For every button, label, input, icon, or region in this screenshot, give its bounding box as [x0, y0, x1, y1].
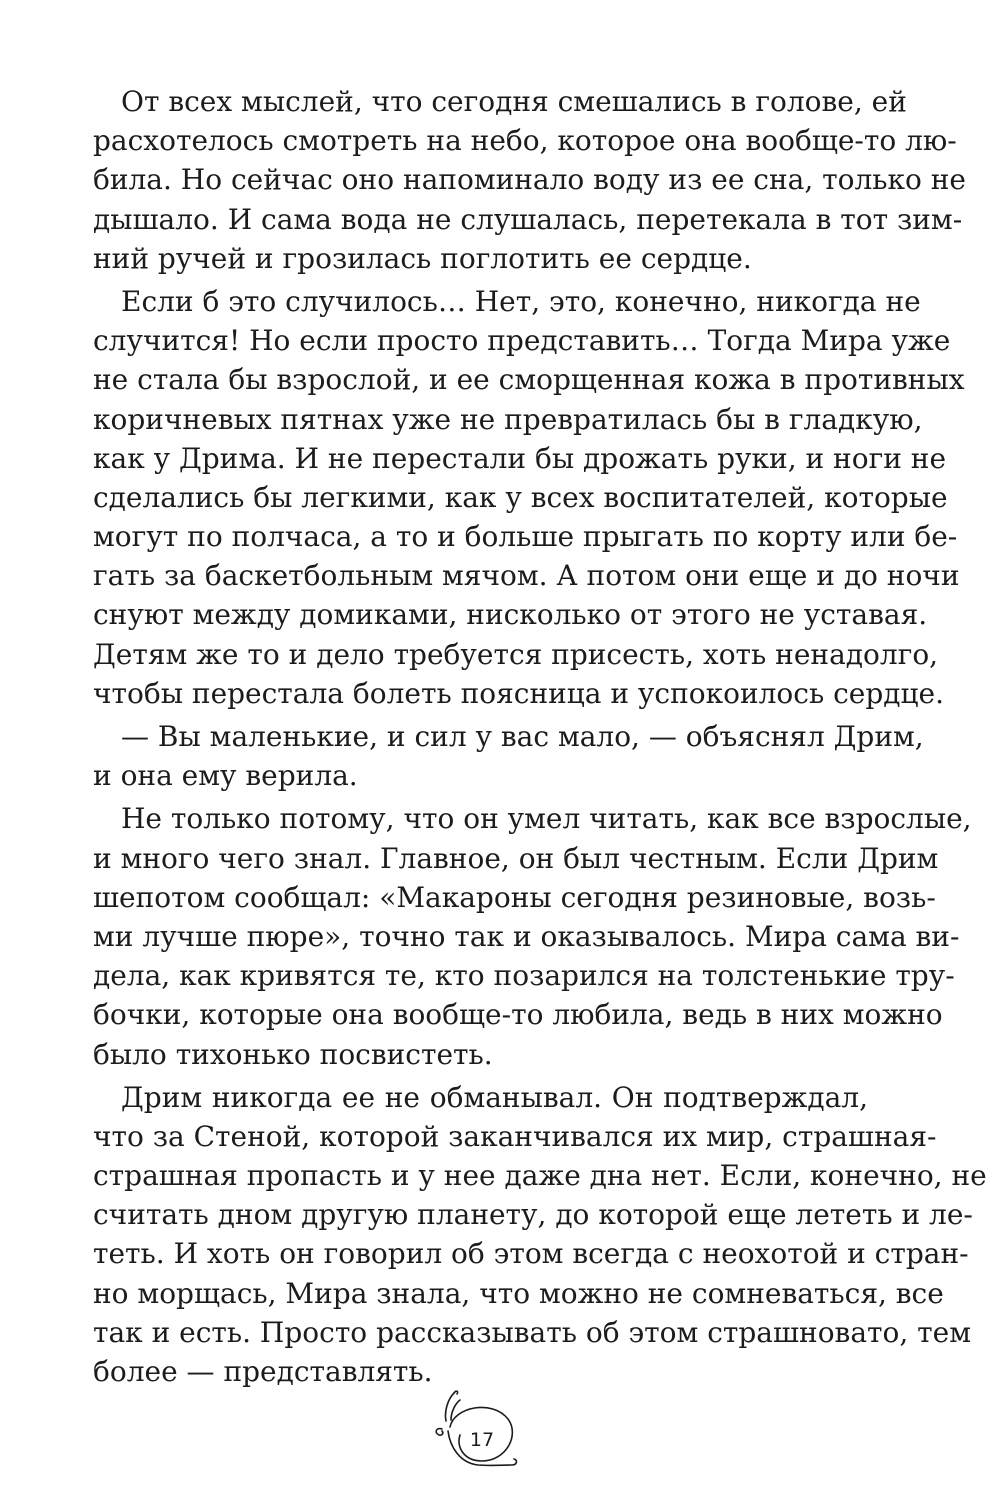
- text-line: было тихонько посвистеть.: [93, 1037, 493, 1071]
- text-line: как у Дрима. И не перестали бы дрожать руки, и ноги не: [93, 441, 947, 475]
- text-line: чтобы перестала болеть поясница и успокоилось сердце.: [93, 676, 944, 710]
- text-line: снуют между домиками, нисколько от этого не уставая.: [93, 598, 928, 632]
- text-line: случится! Но если просто представить… Тогда Мира уже: [93, 324, 951, 358]
- text-line: ми лучше пюре», точно так и оказывалось. Мира сама ви-: [93, 919, 960, 953]
- paragraph: [93, 82, 966, 278]
- text-line: и много чего знал. Главное, он был честным. Если Дрим: [93, 841, 939, 875]
- text-line: считать дном другую планету, до которой еще лететь и ле-: [93, 1198, 973, 1232]
- page-number: 17: [469, 1429, 495, 1451]
- text-line: шепотом сообщал: «Макароны сегодня резиновые, возь-: [93, 880, 936, 914]
- text-line: страшная пропасть и у нее даже дна нет. Если, конечно, не: [93, 1159, 987, 1193]
- text-line: но морщась, Мира знала, что можно не сомневаться, все: [93, 1276, 944, 1310]
- text-line: расхотелось смотреть на небо, которое она вообще-то лю-: [93, 124, 957, 158]
- text-line: гать за баскетбольным мячом. А потом они еще и до ночи: [93, 559, 960, 593]
- text-line: более — представлять.: [93, 1355, 433, 1388]
- text-line: била. Но сейчас оно напоминало воду из ее сна, только не: [93, 163, 966, 197]
- text-line: что за Стеной, которой заканчивался их мир, страшная-: [93, 1119, 937, 1153]
- text-line: От всех мыслей, что сегодня смешались в голове, ей: [121, 85, 907, 118]
- snail-swirl-icon: [420, 1385, 530, 1470]
- paragraph: [93, 717, 924, 795]
- paragraph: [93, 282, 965, 713]
- paragraph: [93, 799, 972, 1073]
- page-number-ornament: [420, 1385, 530, 1470]
- text-line: Дрим никогда ее не обманывал. Он подтверждал,: [121, 1080, 868, 1114]
- text-line: не стала бы взрослой, и ее сморщенная кожа в противных: [93, 363, 965, 397]
- text-line: могут по полчаса, а то и больше прыгать по корту или бе-: [93, 520, 958, 554]
- paragraph: [93, 1078, 987, 1392]
- text-line: коричневых пятнах уже не превратилась бы в гладкую,: [93, 402, 923, 436]
- text-line: — Вы маленькие, и сил у вас мало, — объяснял Дрим,: [121, 720, 924, 753]
- text-line: теть. И хоть он говорил об этом всегда с неохотой и стран-: [93, 1237, 969, 1271]
- text-line: и она ему верила.: [93, 759, 358, 793]
- text-line: дышало. И сама вода не слушалась, перетекала в тот зим-: [93, 202, 963, 236]
- text-line: Если б это случилось… Нет, это, конечно, никогда не: [121, 284, 921, 318]
- text-line: бочки, которые она вообще-то любила, ведь в них можно: [93, 998, 943, 1032]
- text-line: Не только потому, что он умел читать, как все взрослые,: [121, 802, 972, 836]
- page-text: [93, 82, 987, 1391]
- text-line: сделались бы легкими, как у всех воспитателей, которые: [93, 480, 948, 514]
- text-line: Детям же то и дело требуется присесть, хоть ненадолго,: [93, 637, 939, 671]
- text-line: ний ручей и грозилась поглотить ее сердце.: [93, 241, 752, 275]
- text-line: дела, как кривятся те, кто позарился на толстенькие тру-: [93, 959, 955, 993]
- text-line: так и есть. Просто рассказывать об этом страшновато, тем: [93, 1315, 971, 1349]
